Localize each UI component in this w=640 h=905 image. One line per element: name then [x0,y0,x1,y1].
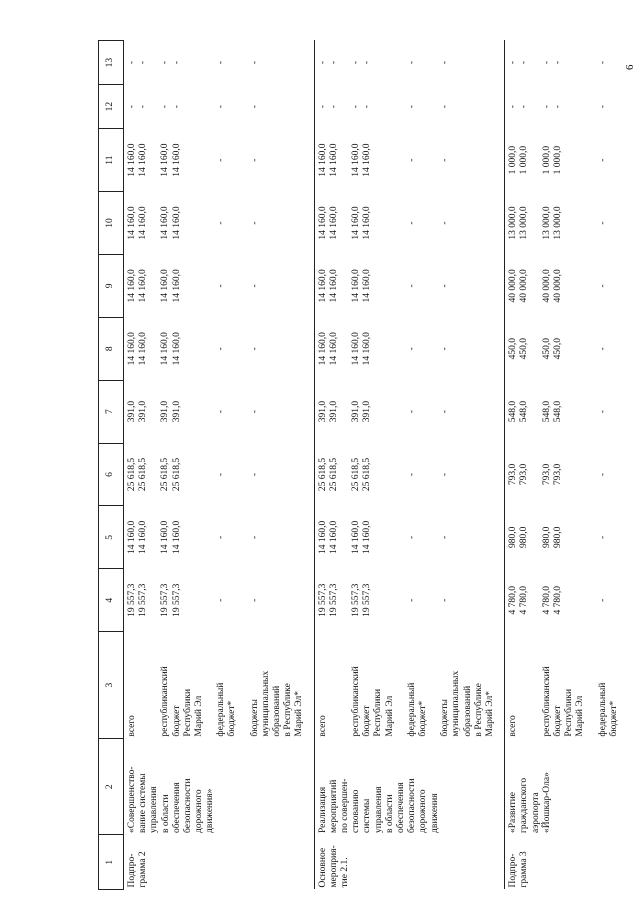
value-cell: - [440,221,451,225]
value-cell: - - [127,61,149,65]
value-cell: - [249,535,260,539]
value-cell: - - [160,61,182,65]
value-cell: 14 160,0 14 160,0 [127,332,149,366]
value-cell: - [216,472,227,477]
funding-source: федеральный бюджет* [216,682,238,737]
header-row [99,41,124,890]
value-cell: - - [127,105,149,109]
value-cell: - [406,347,417,351]
col-header: 8 [99,317,124,380]
value-cell: 14 160,0 14 160,0 [160,332,182,366]
value-cell: - [440,284,451,288]
value-cell: - [406,535,417,539]
value-cell: - [249,61,260,65]
funding-source: всего [314,632,348,739]
value-cell: 391,0 391,0 [314,380,348,443]
value-cell: 391,0 391,0 [127,400,149,423]
value-cell: - - [314,41,348,85]
value-cell: 548,0 548,0 [505,380,539,443]
program-title: «Совершенство- вание системы управления в области обеспечения безопасности дорожного движения» [127,766,216,833]
value-cell: 14 160,0 14 160,0 [127,206,149,240]
table-row [505,41,539,890]
col-header: 3 [99,632,124,739]
value-cell: 14 160,0 14 160,0 [127,143,149,177]
value-cell: - [406,410,417,414]
value-cell: - [440,535,451,539]
value-cell: 548,0 548,0 [541,400,563,423]
value-cell: - [597,347,608,351]
value-cell: 1 000,0 1 000,0 [541,145,563,175]
value-cell: - [406,472,417,477]
table-body [124,41,628,890]
funding-source: федеральный бюджет* [406,682,429,737]
value-cell: 450,0 450,0 [541,338,563,360]
value-cell: - [406,158,417,162]
value-cell: - [249,347,260,351]
value-cell: - [249,472,260,477]
value-cell: 40 000,0 40 000,0 [505,254,539,317]
value-cell: - [597,598,608,602]
rotated-page [98,40,618,890]
value-cell: 13 000,0 13 000,0 [505,192,539,255]
value-cell: 391,0 391,0 [351,400,373,423]
col-header: 13 [99,41,124,85]
value-cell: 25 618,5 25 618,5 [127,457,149,492]
value-cell: 14 160,0 14 160,0 [351,143,373,177]
funding-source: республиканский бюджет Республики Марий Эл [541,666,586,737]
value-cell: 14 160,0 14 160,0 [314,317,348,380]
value-cell: 14 160,0 14 160,0 [160,269,182,303]
program-title: «Развитие гражданского аэропорта «Йошкар-Ола» [505,739,628,835]
value-cell: - - [351,105,373,109]
col-header: 7 [99,380,124,443]
value-cell: 14 160,0 14 160,0 [314,192,348,255]
value-cell: 13 000,0 13 000,0 [541,206,563,240]
page-number: 6 [624,64,636,70]
value-cell: 793,0 793,0 [505,443,539,506]
funding-source: бюджеты муниципальных образований в Республике Марий Эл* [249,670,305,737]
value-cell: 25 618,5 25 618,5 [314,443,348,506]
value-cell: - - [505,41,539,85]
value-cell: - [597,158,608,162]
value-cell: 14 160,0 14 160,0 [127,269,149,303]
value-cell: 14 160,0 14 160,0 [314,506,348,569]
value-cell: - [440,410,451,414]
value-cell: - [406,598,417,602]
value-cell: 14 160,0 14 160,0 [160,206,182,240]
value-cell: 391,0 391,0 [160,400,182,423]
value-cell: 4 780,0 4 780,0 [541,585,563,615]
value-cell: - [249,598,260,602]
value-cell: 793,0 793,0 [541,463,563,486]
funding-source: всего [505,632,539,739]
value-cell: 14 160,0 14 160,0 [127,520,149,554]
value-cell: - [440,598,451,602]
value-cell: - [216,221,227,225]
value-cell: 25 618,5 25 618,5 [160,457,182,492]
value-cell: - [216,158,227,162]
col-header: 4 [99,569,124,632]
value-cell: - [406,105,417,109]
value-cell: - [249,410,260,414]
value-cell: 19 557,3 19 557,3 [351,583,373,617]
value-cell: 4 780,0 4 780,0 [505,569,539,632]
budget-table [98,40,628,890]
table-row [124,41,158,890]
col-header: 2 [99,739,124,835]
funding-source: республиканский бюджет Республики Марий Эл [351,666,395,737]
value-cell: - [440,61,451,65]
value-cell: 14 160,0 14 160,0 [314,254,348,317]
value-cell: 40 000,0 40 000,0 [541,269,563,303]
value-cell: 14 160,0 14 160,0 [160,143,182,177]
col-header: 9 [99,254,124,317]
value-cell: 19 557,3 19 557,3 [314,569,348,632]
value-cell: - [249,284,260,288]
value-cell: 14 160,0 14 160,0 [160,520,182,554]
value-cell: - [440,105,451,109]
value-cell: 980,0 980,0 [505,506,539,569]
value-cell: - [440,472,451,477]
value-cell: 19 557,3 19 557,3 [127,583,149,617]
value-cell: - [597,410,608,414]
col-header: 6 [99,443,124,506]
value-cell: - - [160,105,182,109]
funding-source: федеральный бюджет* [597,682,619,737]
value-cell: - [597,472,608,477]
col-header: 10 [99,192,124,255]
value-cell: - [597,61,608,65]
value-cell: - [597,535,608,539]
col-header: 1 [99,835,124,890]
value-cell: 980,0 980,0 [541,526,563,549]
value-cell: 14 160,0 14 160,0 [351,520,373,554]
value-cell: - [406,221,417,225]
value-cell: - - [541,61,563,65]
program-code: Подпро- грамма 2 [127,851,149,888]
value-cell: - [597,105,608,109]
value-cell: - - [314,85,348,129]
value-cell: - - [505,85,539,129]
value-cell: 14 160,0 14 160,0 [314,129,348,192]
table-row [314,41,348,890]
col-header: 11 [99,129,124,192]
program-code: Подпро- грамма 3 [505,835,628,890]
value-cell: 19 557,3 19 557,3 [160,583,182,617]
funding-source: всего [127,715,137,737]
value-cell: - - [541,105,563,109]
value-cell: 14 160,0 14 160,0 [351,269,373,303]
value-cell: - [216,61,227,65]
value-cell: - [406,284,417,288]
value-cell: - [216,535,227,539]
value-cell: - [216,284,227,288]
value-cell: - [406,61,417,65]
program-title: Реализация мероприятий по совершен- ствованию системы управления в области обеспечения безопасности дорожного движения [314,739,505,835]
col-header: 5 [99,506,124,569]
value-cell: - [597,221,608,225]
value-cell: - [597,284,608,288]
value-cell: - [440,347,451,351]
funding-source: республиканский бюджет Республики Марий Эл [160,666,205,737]
value-cell: 14 160,0 14 160,0 [351,332,373,366]
value-cell: - [249,158,260,162]
value-cell: - [216,598,227,602]
col-header: 12 [99,85,124,129]
program-code: Основное мероприя- тие 2.1. [314,835,505,890]
value-cell: - [216,410,227,414]
funding-source: бюджеты муниципальных образований в Республике Марий Эл* [440,670,496,737]
value-cell: - [440,158,451,162]
value-cell: 450,0 450,0 [505,317,539,380]
value-cell: - - [351,61,373,65]
value-cell: 1 000,0 1 000,0 [505,129,539,192]
value-cell: - [216,347,227,351]
value-cell: - [249,221,260,225]
value-cell: 14 160,0 14 160,0 [351,206,373,240]
value-cell: - [216,105,227,109]
value-cell: 25 618,5 25 618,5 [351,457,373,492]
value-cell: - [249,105,260,109]
